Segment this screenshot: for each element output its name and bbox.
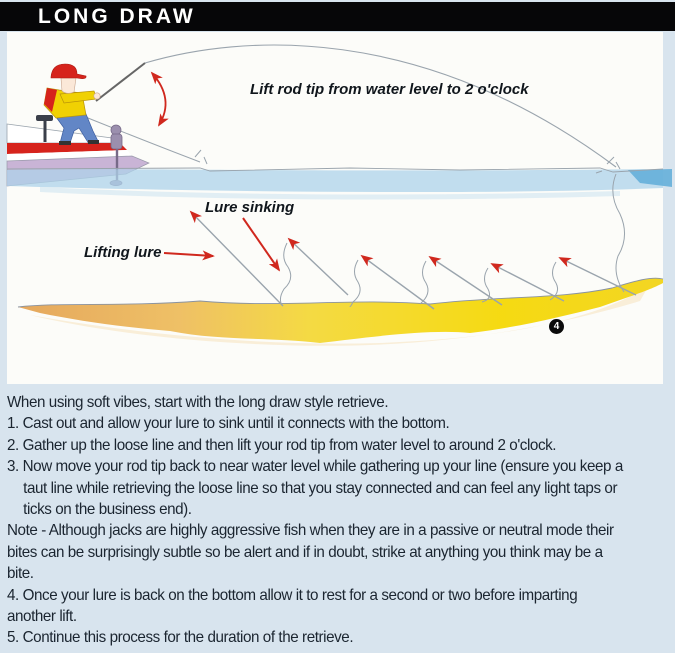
instruction-line: ticks on the business end).	[23, 501, 192, 519]
instruction-line: taut line while retrieving the loose line so that you stay connected and can feel any light taps or	[23, 479, 618, 497]
angler-face	[61, 78, 76, 93]
instruction-line: bites can be surprisingly subtle so be alert and if in doubt, strike at anything you think may be a	[7, 543, 603, 561]
instruction-line: 3. Now move your rod tip back to near water level while gathering up your line (ensure you keep a	[7, 458, 623, 476]
label-lure-sinking: Lure sinking	[205, 199, 295, 216]
instruction-line: another lift.	[7, 608, 77, 626]
boat-seat	[36, 115, 53, 121]
angler-shoe	[59, 141, 71, 145]
header-bar	[0, 2, 675, 31]
step-4-marker: 4	[549, 319, 564, 334]
label-lifting-lure: Lifting lure	[84, 244, 162, 261]
instruction-line: 4. Once your lure is back on the bottom allow it to rest for a second or two before imparting	[7, 586, 578, 604]
angler-hand	[94, 93, 100, 99]
angler-shoe	[88, 140, 99, 144]
instruction-line: Note - Although jacks are highly aggressive fish when they are in a passive or neutral mode their	[7, 522, 614, 540]
instruction-line: 5. Continue this process for the duration of the retrieve.	[7, 629, 354, 647]
page-title: LONG DRAW	[38, 5, 196, 28]
instruction-line: 2. Gather up the loose line and then lift your rod tip from water level to around 2 o'clock.	[7, 436, 557, 454]
instruction-line: 1. Cast out and allow your lure to sink until it connects with the bottom.	[7, 415, 450, 433]
instruction-line: When using soft vibes, start with the long draw style retrieve.	[7, 394, 389, 411]
instruction-line: bite.	[7, 565, 34, 583]
label-rod-tip: Lift rod tip from water level to 2 o'clock	[250, 81, 529, 98]
illustration-panel	[0, 31, 675, 387]
instructions-text	[0, 387, 675, 649]
